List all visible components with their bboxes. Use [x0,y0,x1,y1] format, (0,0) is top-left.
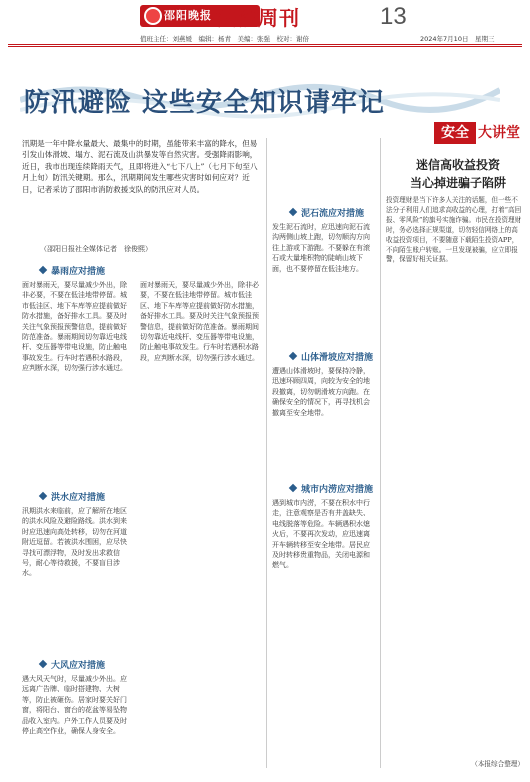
sidebar-title: 迷信高收益投资 [415,158,500,172]
section-heading-text: 暴雨应对措施 [51,267,106,277]
section-body: 面对暴雨天，要尽量减少外出，除非必要，不要在低洼地带停留。城市低洼区、地下车库等应提前做好防水措施，备好排水工具。要及时关注气象预报预警信息，提前做好防范准备。暴雨期间切勿靠近电线杆、变压器等带电设施，防止触电事故发生。行车时若遇积水路段，应判断水深，切勿强行涉水通过。 [22,281,127,373]
page-number: 13 [380,3,407,30]
section-heading [290,350,373,363]
section-heading [40,658,105,671]
column-divider [266,138,267,768]
section-body: 发生泥石流时，应迅速向泥石流沟两侧山坡上跑，切勿顺沟方向往上游或下游跑。不要躲在有滚石或大量堆积物的陡峭山坡下面，也不要停留在低洼地方。 [272,223,370,273]
column-divider [380,138,381,768]
diamond-icon [289,208,297,216]
diamond-icon [289,484,297,492]
article-continued-text: 面对暴雨天，要尽量减少外出，除非必要，不要在低洼地带停留。城市低洼区、地下车库等应提前做好防水措施，备好排水工具。要及时关注气象预报预警信息，提前做好防范准备。暴雨期间切勿靠近电线杆、变压器等带电设施，防止触电事故发生。行车时若遇积水路段，应判断水深，切勿强行涉水通过。 [140,281,259,362]
section-body: 遇大风天气时，尽量减少外出。应远离广告牌、临时搭建物、大树等，防止被砸伤。居家时要关好门窗，将阳台、窗台的花盆等易坠物品收入室内。户外工作人员要及时停止高空作业，确保人身安全。 [22,675,127,736]
paper-name: 邵阳晚报 [164,9,212,22]
diamond-icon [39,266,47,274]
diamond-icon [39,492,47,500]
diamond-icon [39,660,47,668]
sidebar-source: （本报综合整理） [471,760,524,768]
section-body: 汛期洪水来临前，应了解所在地区的洪水风险及避险路线。洪水到来时应迅速向高处转移，切勿在河道附近逗留。若被洪水围困，应尽快寻找可漂浮物，及时发出求救信号，耐心等待救援，不要盲目涉水。 [22,507,127,578]
page-header [0,0,530,46]
section-body: 遭遇山体滑坡时，要保持冷静，迅速环顾四周，向较为安全的地段撤离，切勿朝滑坡方向跑。在确保安全的情况下，再寻找机会撤离至安全地带。 [272,367,370,417]
badge-label: 大讲堂 [478,125,520,141]
section-title: 法治周刊 [216,6,300,30]
column-badge [434,122,520,144]
section-heading [40,264,105,277]
article-byline: （邵阳日报社全媒体记者 徐俊熙） [40,245,152,253]
section-body: 遇到城市内涝，不要在积水中行走，注意观察是否有井盖缺失、电线脱落等危险。车辆遇积水熄火后，不要再次发动，应迅速离开车辆转移至安全地带。居民应及时转移贵重物品，关闭电源和燃气。 [272,499,370,570]
header-rule [8,44,522,45]
badge-red-label: 安全 [434,122,476,144]
article-headline: 防汛避险 这些安全知识请牢记 [24,88,386,118]
section-heading-text: 泥石流应对措施 [301,209,365,219]
diamond-icon [289,352,297,360]
section-heading-text: 洪水应对措施 [51,493,106,503]
section-heading [290,206,364,219]
issue-date: 2024年7月10日 星期三 [420,35,495,43]
editor-credits: 值班主任：刘燕媛 编辑：杨青 美编：张强 校对：谢倍 [140,35,309,43]
section-heading-text: 城市内涝应对措施 [301,485,374,495]
header-rule [8,46,522,47]
sidebar-subtitle: 当心掉进骗子陷阱 [409,176,506,190]
sidebar-body: 投资理财是当下许多人关注的话题，但一些不法分子利用人们追求高收益的心理，打着“高回报、零风险”的旗号实施诈骗。市民在投资理财时，务必选择正规渠道，切勿轻信网络上的高收益投资项目，不要随意下载陌生投资APP，不向陌生账户转账。一旦发现被骗，应立即报警，保留好相关证据。 [386,196,522,264]
section-heading [40,490,105,503]
section-heading-text: 大风应对措施 [51,661,106,671]
section-heading-text: 山体滑坡应对措施 [301,353,374,363]
section-heading [290,482,373,495]
paper-logo-icon [144,7,162,25]
article-lead: 汛期是一年中降水量最大、最集中的时期，虽能带来丰富的降水，但易引发山体滑坡、塌方、泥石流及山洪暴发等自然灾害。受强降雨影响，近日，我市出现连续降雨天气，且即将进入“七下八上”（七月下旬至八月上旬）防汛关键期。那么，汛期期间发生哪些灾害时如何应对？近日，记者采访了邵阳市消防救援支队的防汛应对人员。 [22,139,258,194]
